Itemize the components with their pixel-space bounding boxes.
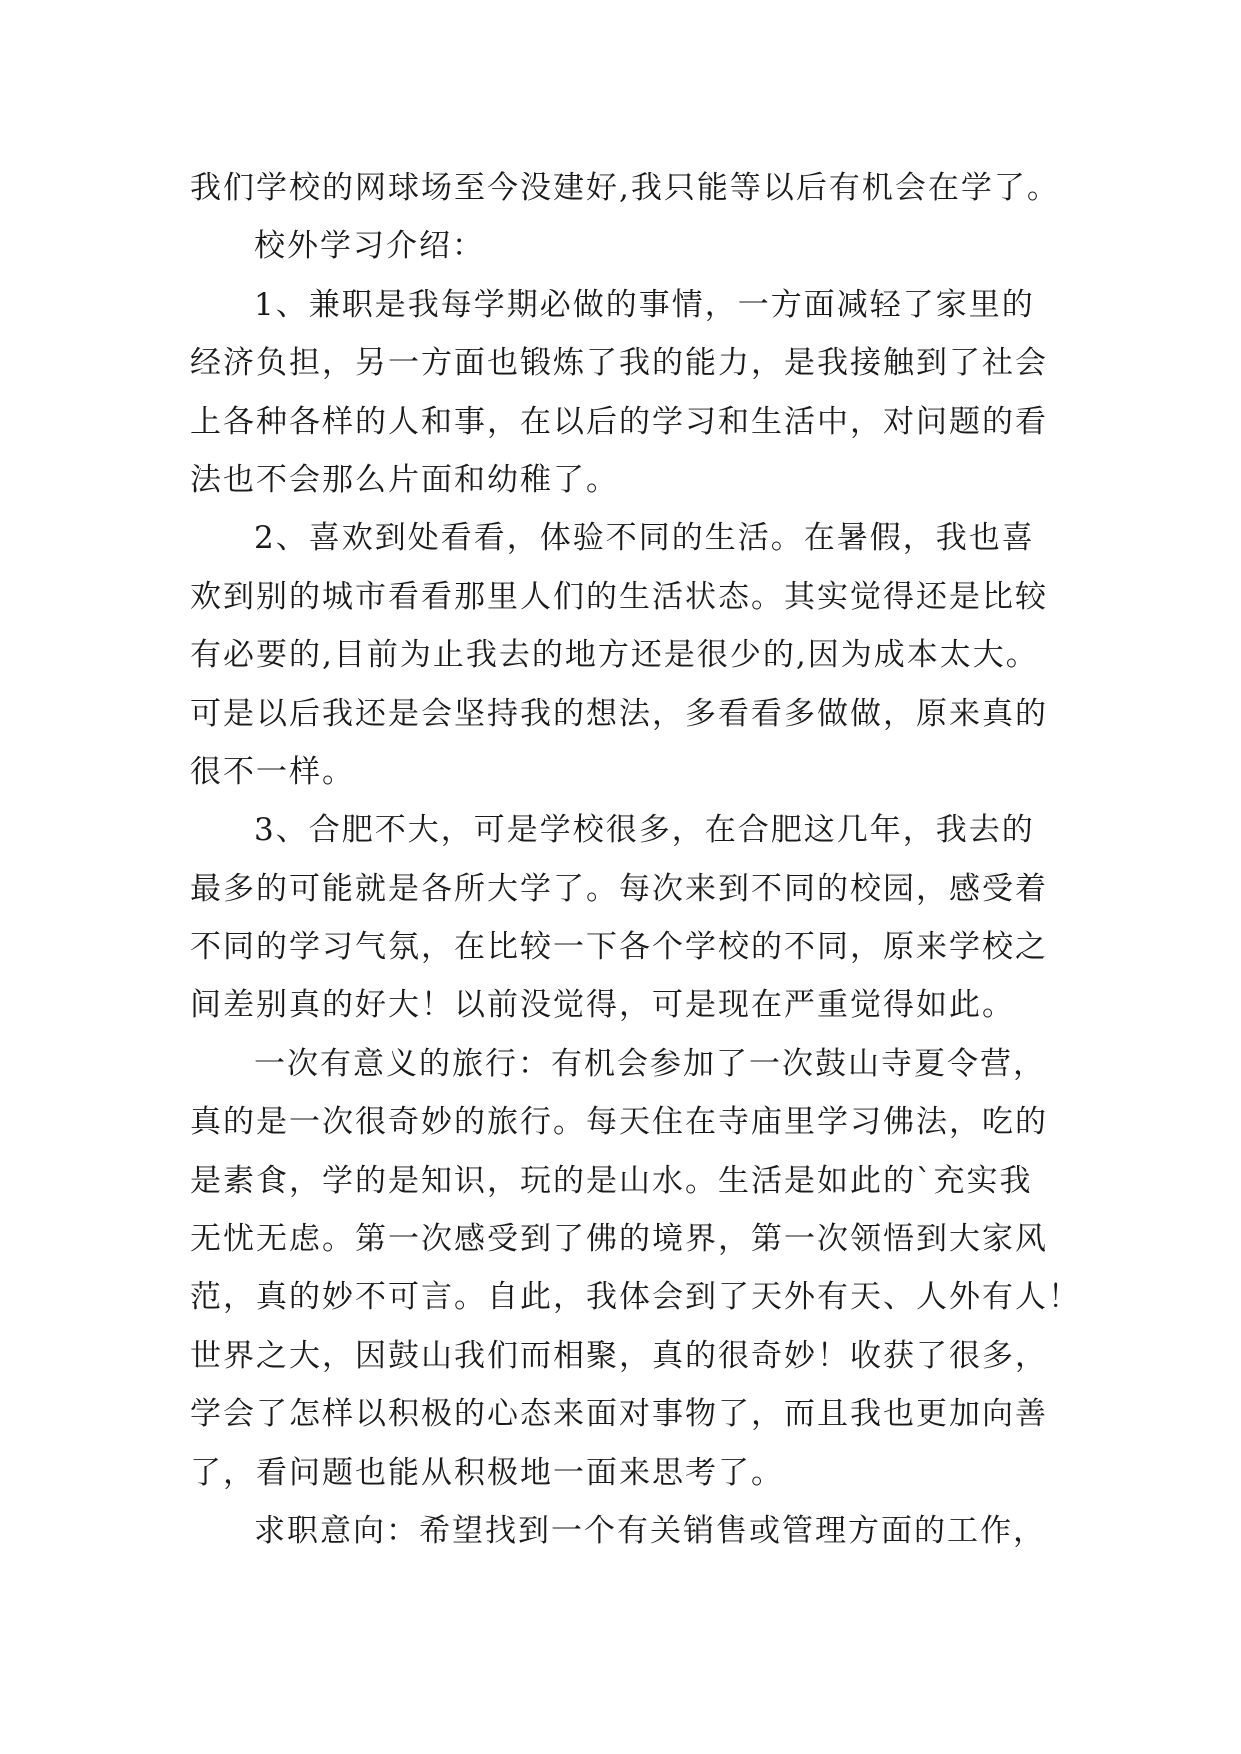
text-line: 间差别真的好大！以前没觉得，可是现在严重觉得如此。 [190,987,1015,1024]
text-line: 最多的可能就是各所大学了。每次来到不同的校园，感受着 [190,870,1048,907]
text-line: 可是以后我还是会坚持我的想法，多看看多做做，原来真的 [190,695,1048,732]
text-line: 有必要的,目前为止我去的地方还是很少的,因为成本太大。 [190,637,1039,674]
text-line: 1、兼职是我每学期必做的事情，一方面减轻了家里的 [254,286,1035,323]
text-line: 是素食，学的是知识，玩的是山水。生活是如此的`充实我 [190,1162,1033,1199]
text-line: 2、喜欢到处看看，体验不同的生活。在暑假，我也喜 [254,520,1035,557]
text-line: 学会了怎样以积极的心态来面对事物了，而且我也更加向善 [190,1396,1048,1433]
section-heading-job-intention: 求职意向：希望找到一个有关销售或管理方面的工作， [254,1512,1046,1549]
text-line: 真的是一次很奇妙的旅行。每天住在寺庙里学习佛法，吃的 [190,1104,1048,1141]
text-line: 我们学校的网球场至今没建好,我只能等以后有机会在学了。 [190,170,1060,206]
text-line: 欢到别的城市看看那里人们的生活状态。其实觉得还是比较 [190,578,1048,615]
body-text [190,159,1090,1560]
text-line: 世界之大，因鼓山我们而相聚，真的很奇妙！收获了很多， [190,1337,1048,1374]
section-heading-meaningful-trip: 一次有意义的旅行：有机会参加了一次鼓山寺夏令营， [254,1045,1046,1082]
text-line: 3、合肥不大，可是学校很多，在合肥这几年，我去的 [254,812,1035,849]
text-line: 了，看问题也能从积极地一面来思考了。 [190,1454,784,1491]
text-line: 无忧无虑。第一次感受到了佛的境界，第一次领悟到大家风 [190,1221,1048,1258]
text-line: 很不一样。 [190,753,355,790]
text-line: 不同的学习气氛，在比较一下各个学校的不同，原来学校之 [190,929,1048,966]
text-line: 范，真的妙不可言。自此，我体会到了天外有天、人外有人！ [190,1279,1081,1316]
section-heading-offcampus-study: 校外学习介绍： [254,228,485,265]
text-line: 经济负担，另一方面也锻炼了我的能力，是我接触到了社会 [190,345,1048,382]
text-line: 法也不会那么片面和幼稚了。 [190,461,619,498]
text-line: 上各种各样的人和事，在以后的学习和生活中，对问题的看 [190,403,1048,440]
